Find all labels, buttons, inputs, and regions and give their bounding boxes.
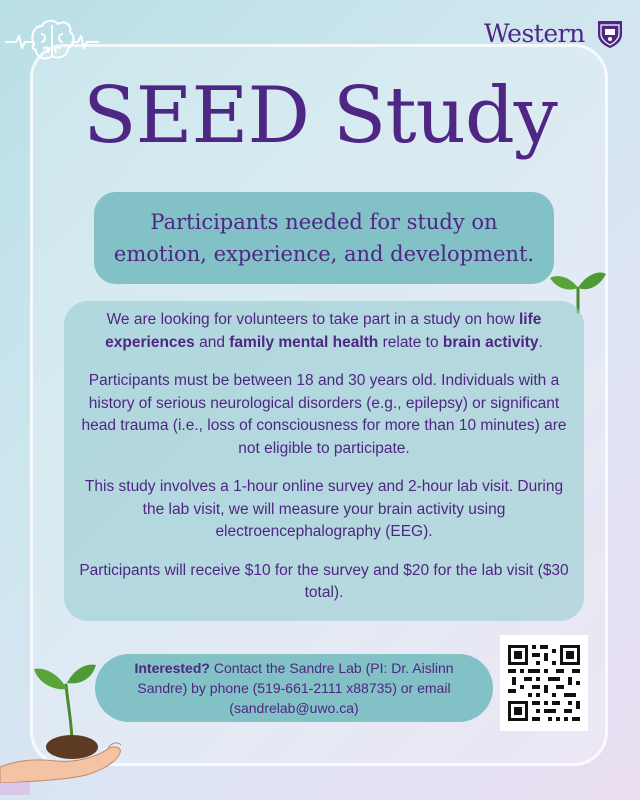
contact-details: Contact the Sandre Lab (PI: Dr. Aislinn Sandre) by phone (519-661-2111 x88735) or email (sandrelab@uwo.ca) [137, 660, 454, 716]
contact-lead: Interested? [134, 660, 210, 676]
info-p1-text-2: and [194, 333, 230, 351]
info-paragraph-2: Participants must be between 18 and 30 years old. Individuals with a history of serious neurological disorders (e.g., epilepsy) or significant head trauma (i.e., loss of consciousness for more than 10 minutes) are not eligible to participate. [81, 372, 567, 457]
western-wordmark: Western [484, 19, 585, 48]
info-p1-bold-1: life experiences [105, 311, 542, 351]
headline-line-2: emotion, experience, and development. [113, 242, 535, 266]
info-paragraph-4: Participants will receive $10 for the survey and $20 for the lab visit ($30 total). [79, 561, 569, 601]
contact-text [115, 658, 473, 718]
brain-icon [4, 14, 100, 70]
info-p1-bold-2: family mental health [229, 333, 379, 351]
headline-text [114, 206, 534, 270]
shield-icon [597, 19, 623, 49]
info-paragraph-1 [76, 309, 572, 354]
info-box [64, 301, 584, 621]
info-paragraph-3: This study involves a 1-hour online survey and 2-hour lab visit. During the lab visit, we will measure your brain activity using electroencephalography (EEG). [84, 478, 564, 540]
hand-with-seedling [0, 655, 130, 795]
page-title: SEED Study [83, 71, 557, 161]
headline-banner [94, 192, 554, 284]
qr-code[interactable] [500, 635, 588, 731]
western-logo [484, 16, 624, 52]
contact-banner [95, 654, 493, 722]
info-p1-text-1: We are looking for volunteers to take part in a study on how [106, 311, 519, 328]
headline-line-1: Participants needed for study on [150, 210, 498, 234]
info-p1-bold-3: brain activity [442, 333, 539, 351]
info-p1-text-4: . [538, 333, 543, 351]
info-p1-text-3: relate to [378, 333, 443, 351]
